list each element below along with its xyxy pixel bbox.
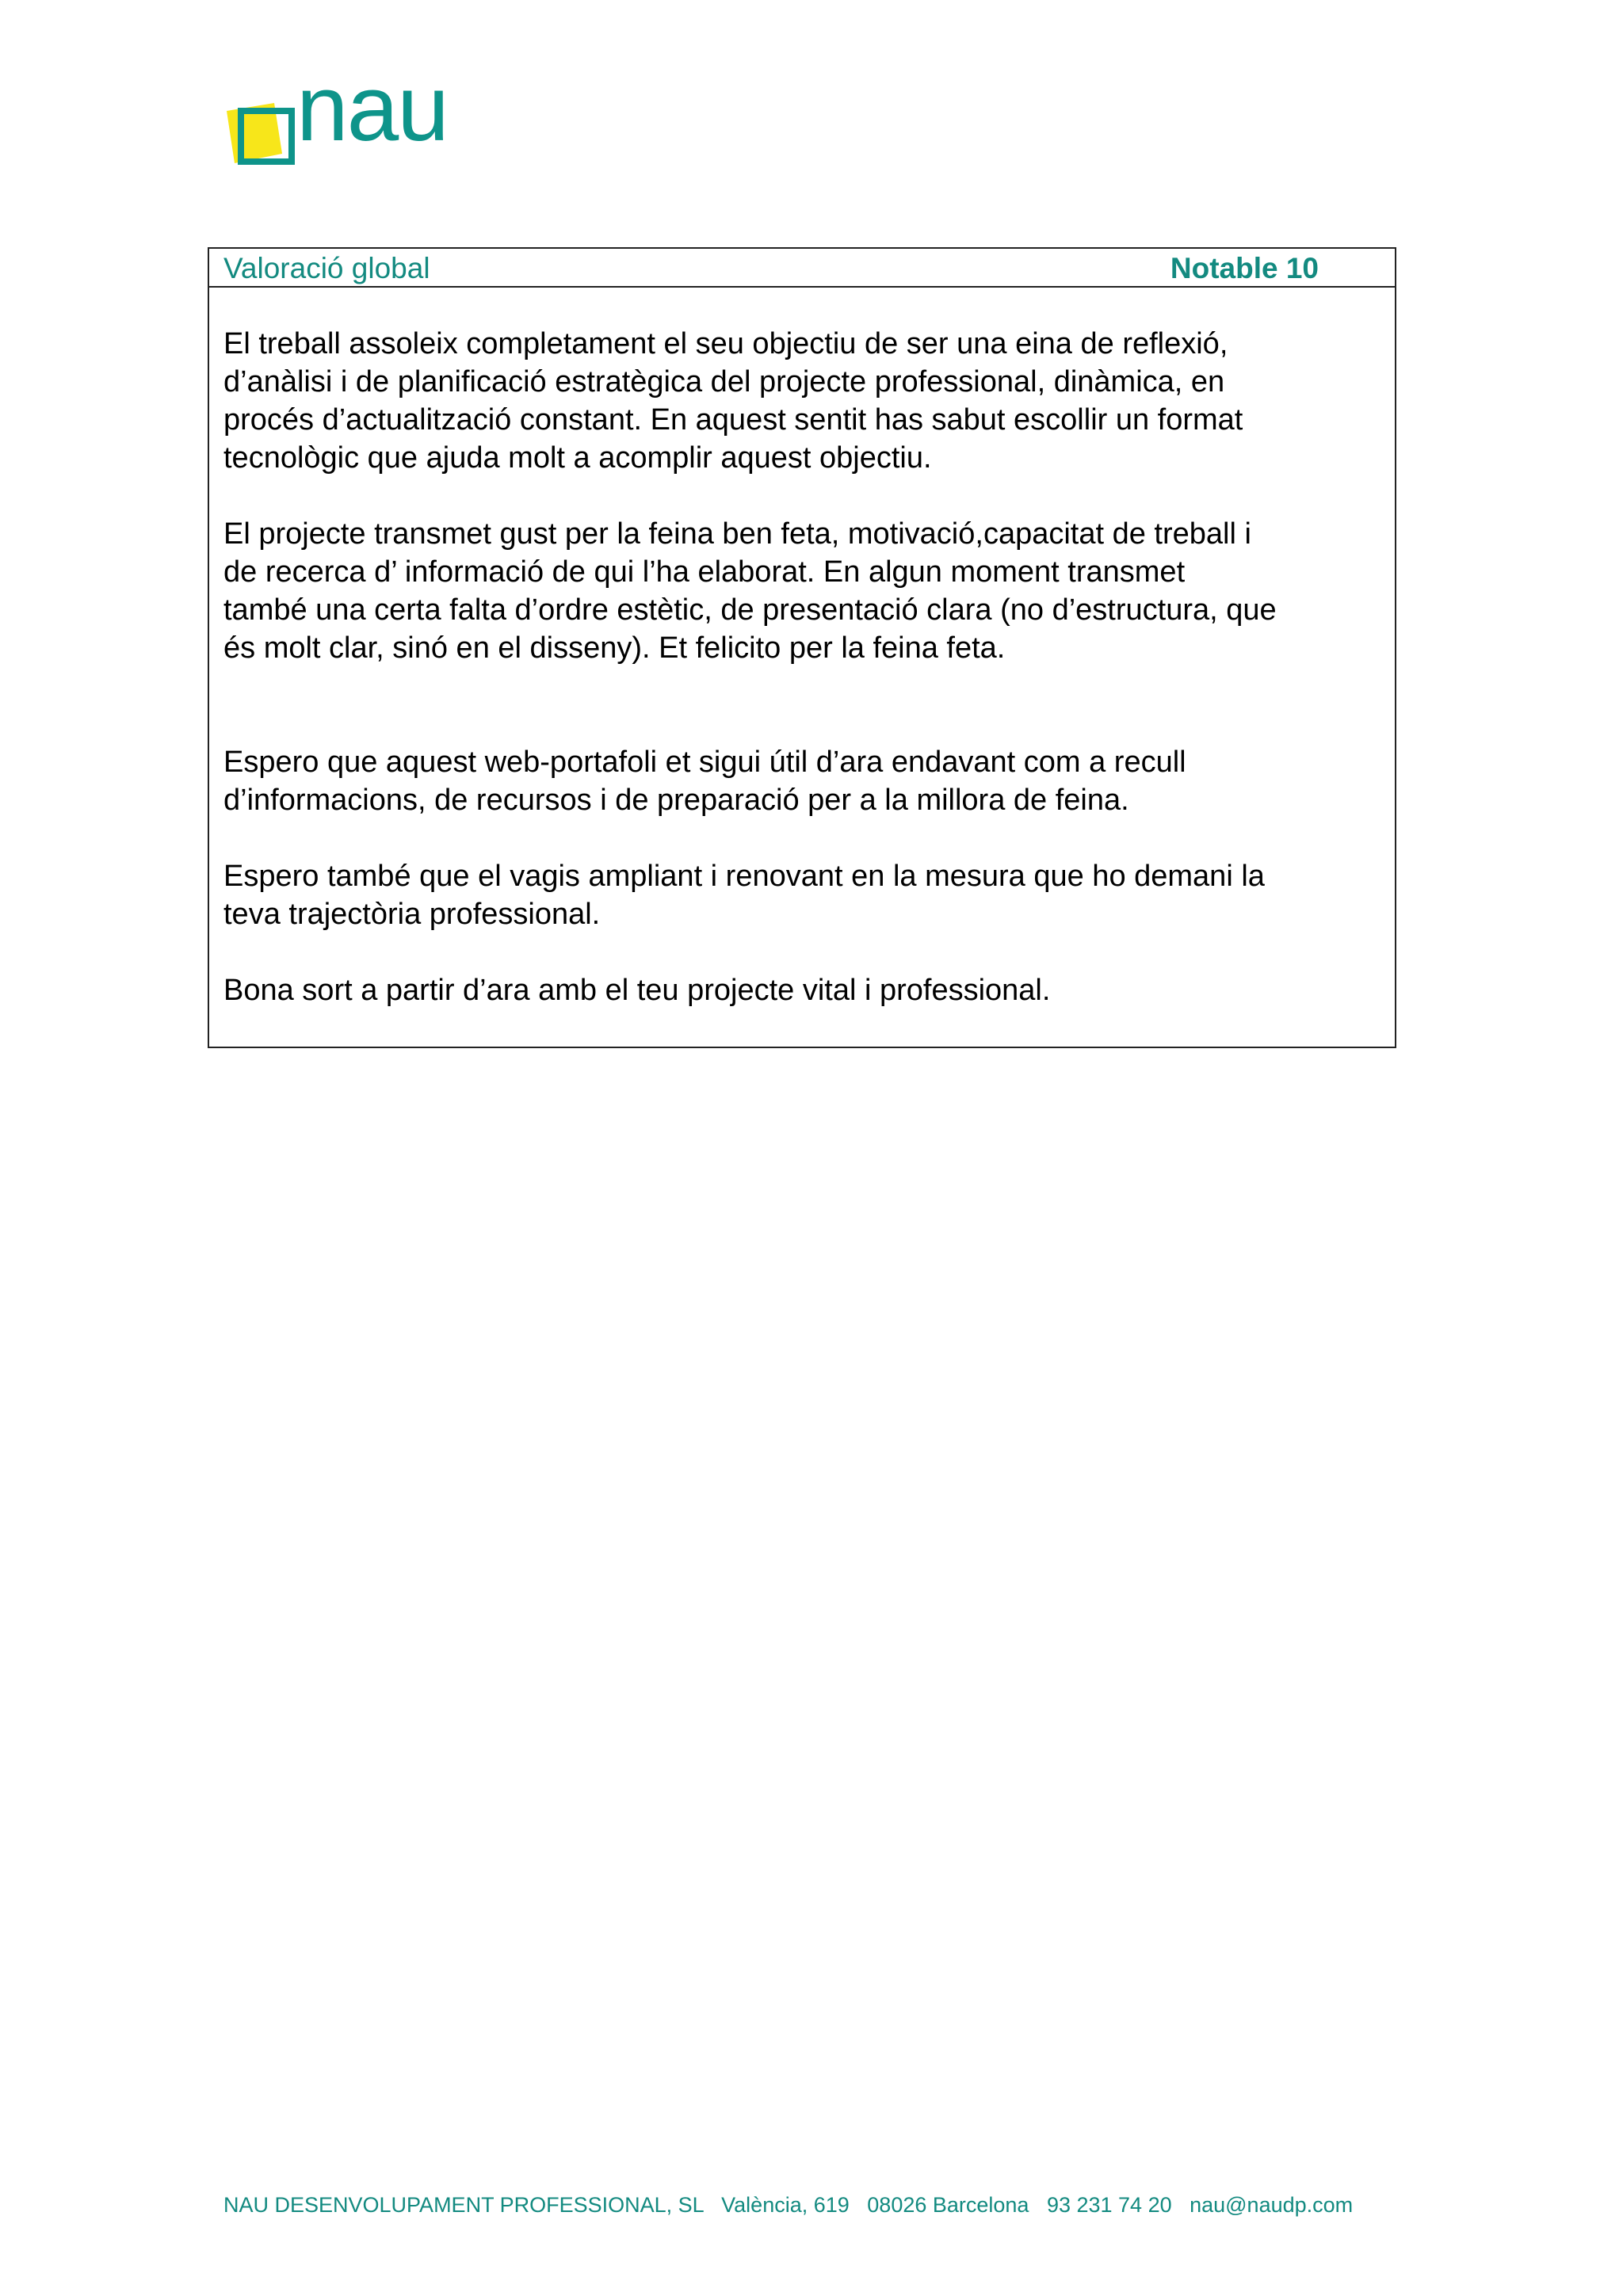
evaluation-paragraph: El treball assoleix completament el seu objectiu de ser una eina de reflexió, d’anàlisi i de planificació estratègica del projecte professional, dinàmica, en procés d’actualització constant. En aquest sentit has sabut escollir un format tecnològic que ajuda molt a acomplir aquest objectiu. <box>223 327 1243 475</box>
logo-text: nau <box>296 56 448 161</box>
evaluation-title: Valoració global <box>223 252 430 284</box>
evaluation-header <box>209 249 1395 288</box>
evaluation-grade: Notable 10 <box>1170 252 1319 284</box>
evaluation-body <box>223 325 1388 1009</box>
nau-logo <box>223 56 477 170</box>
evaluation-paragraph: Espero també que el vagis ampliant i renovant en la mesura que ho demani la teva trajectòria professional. <box>223 860 1265 931</box>
logo-square-icon <box>223 103 295 170</box>
evaluation-paragraph: El projecte transmet gust per la feina ben feta, motivació,capacitat de treball i de recerca d’ informació de qui l’ha elaborat. En algun moment transmet també una certa falta d’ordre estètic, de presentació clara (no d’estructura, que és molt clar, sinó en el disseny). Et felicito per la feina feta. <box>223 517 1277 665</box>
evaluation-paragraph: Espero que aquest web-portafoli et sigui útil d’ara endavant com a recull d’informacions, de recursos i de preparació per a la millora de feina. <box>223 746 1186 817</box>
footer-contact: NAU DESENVOLUPAMENT PROFESSIONAL, SL València, 619 08026 Barcelona 93 231 74 20 nau@naudp.com <box>223 2193 1354 2217</box>
evaluation-paragraph: Bona sort a partir d’ara amb el teu projecte vital i professional. <box>223 974 1051 1007</box>
evaluation-box <box>208 247 1396 1048</box>
